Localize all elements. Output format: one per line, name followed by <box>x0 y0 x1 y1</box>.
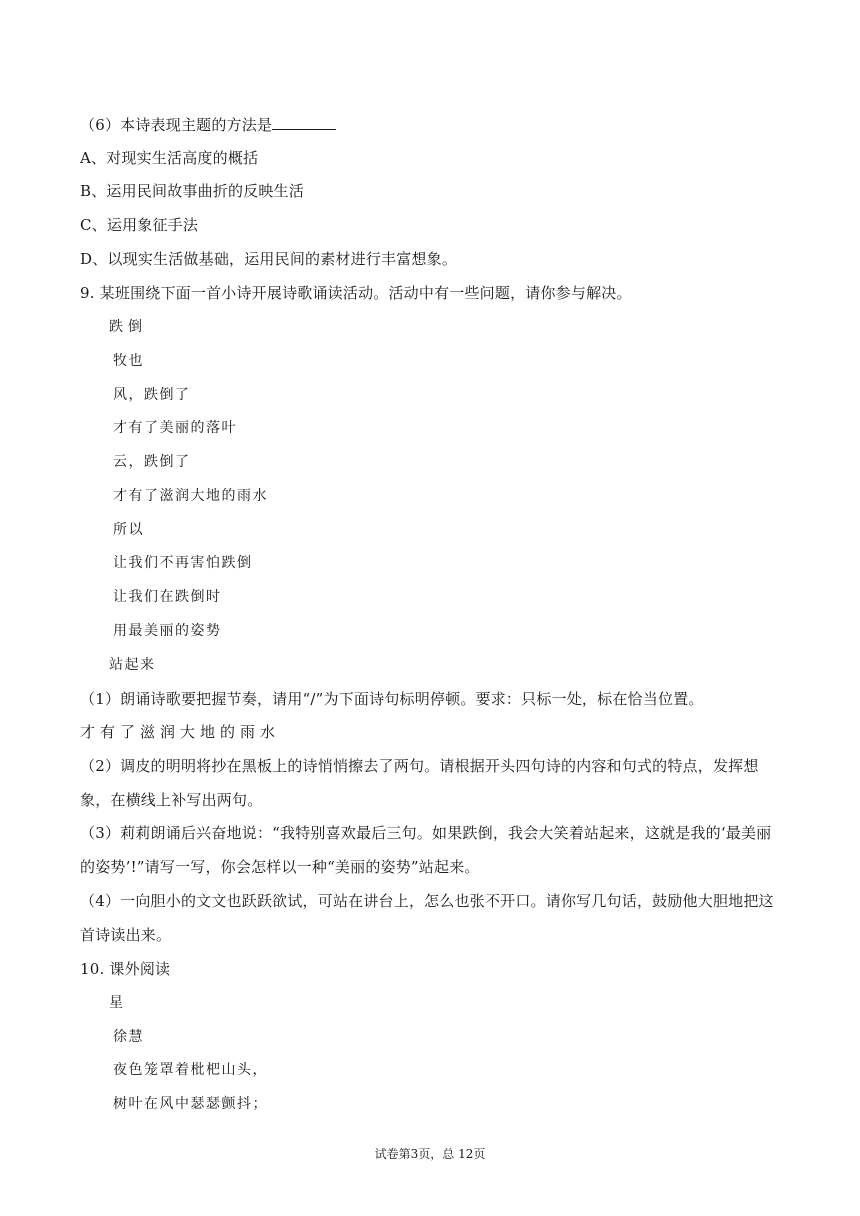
option-c: C、运用象征手法 <box>80 216 199 234</box>
poem-last-line: 站起来 <box>109 657 156 673</box>
question-9-2: （2）调皮的明明将抄在黑板上的诗悄悄擦去了两句。请根据开头四句诗的内容和句式的特点，发挥想象，在横线上补写出两句。 <box>80 757 759 809</box>
poem-author: 徐慧 <box>113 1029 144 1045</box>
poem-author: 牧也 <box>113 353 144 369</box>
option-b: B、运用民间故事曲折的反映生活 <box>80 182 305 200</box>
poem-line: 让我们不再害怕跌倒 <box>113 555 253 571</box>
poem-line: 夜色笼罩着枇杷山头， <box>113 1062 268 1078</box>
poem-title: 星 <box>109 995 128 1011</box>
poem-line: 才有了美丽的落叶 <box>113 420 237 436</box>
page-footer: 试卷第3页，总 12页 <box>374 1147 486 1161</box>
poem-line: 所以 <box>113 522 144 538</box>
poem-line: 风，跌倒了 <box>113 387 191 403</box>
question-9-4: （4）一向胆小的文文也跃跃欲试，可站在讲台上，怎么也张不开口。请你写几句话，鼓励他大胆地把这首诗读出来。 <box>80 892 774 944</box>
poem-line: 才有了滋润大地的雨水 <box>113 488 268 504</box>
option-a: A、对现实生活高度的概括 <box>80 149 259 167</box>
question-10-heading: 10. 课外阅读 <box>80 960 171 978</box>
question-9-1: （1）朗诵诗歌要把握节奏，请用“/”为下面诗句标明停顿。要求：只标一处，标在恰当位置。 <box>80 690 704 708</box>
poem-line: 云，跌倒了 <box>113 454 191 470</box>
option-d: D、以现实生活做基础，运用民间的素材进行丰富想象。 <box>80 250 458 268</box>
poem-line: 树叶在风中瑟瑟颤抖； <box>113 1096 268 1112</box>
question-8-6-stem: （6）本诗表现主题的方法是 <box>80 114 336 135</box>
poem-line: 让我们在跌倒时 <box>113 589 222 605</box>
answer-blank <box>272 114 336 130</box>
question-9-3: （3）莉莉朗诵后兴奋地说：“我特别喜欢最后三句。如果跌倒，我会大笑着站起来，这就是我的‘最美丽的姿势’!”请写一写，你会怎样以一种“美丽的姿势”站起来。 <box>80 824 772 876</box>
question-9-1-poem-line: 才有了滋润大地的雨水 <box>80 723 281 741</box>
poem-title: 跌倒 <box>109 319 147 335</box>
question-9-intro: 9. 某班围绕下面一首小诗开展诗歌诵读活动。活动中有一些问题，请你参与解决。 <box>80 284 632 302</box>
poem-line: 用最美丽的姿势 <box>113 623 222 639</box>
